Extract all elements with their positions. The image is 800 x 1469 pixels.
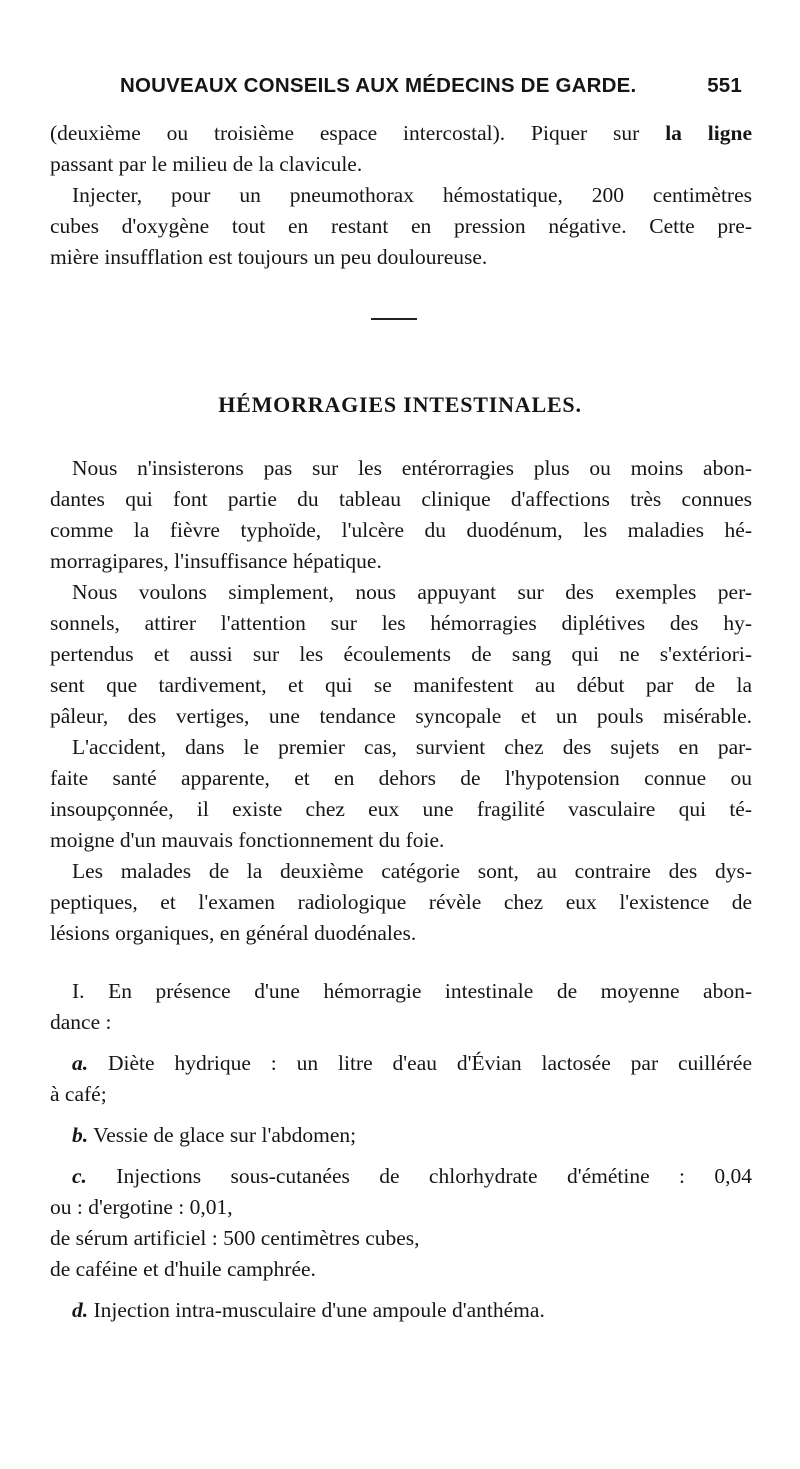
- intro-line: cubes d'oxygène tout en restant en pression négative. Cette pre-: [50, 214, 752, 238]
- treatment-item-a: a. Diète hydrique : un litre d'eau d'Évian lactosée par cuillérée: [72, 1051, 752, 1075]
- body-line: pâleur, des vertiges, une tendance syncopale et un pouls misérable.: [50, 704, 752, 728]
- section-title: HÉMORRAGIES INTESTINALES.: [218, 392, 582, 417]
- running-title: NOUVEAUX CONSEILS AUX MÉDECINS DE GARDE.: [120, 74, 637, 97]
- page-header: [120, 74, 742, 106]
- body-line: lésions organiques, en général duodénales.: [50, 921, 417, 945]
- treatment-item-b: b. Vessie de glace sur l'abdomen;: [72, 1123, 357, 1147]
- body-line: comme la fièvre typhoïde, l'ulcère du duodénum, les maladies hé-: [50, 518, 752, 542]
- intro-line: (deuxième ou troisième espace intercostal). Piquer sur la ligne: [50, 121, 752, 145]
- body-line: L'accident, dans le premier cas, survient chez des sujets en par-: [72, 735, 752, 759]
- item-marker: b.: [72, 1123, 89, 1147]
- body-line: faite santé apparente, et en dehors de l'hypotension connue ou: [50, 766, 752, 790]
- intro-line: mière insufflation est toujours un peu douloureuse.: [50, 245, 488, 269]
- body-line: insoupçonnée, il existe chez eux une fragilité vasculaire qui té-: [50, 797, 752, 821]
- treatment-item-c: c. Injections sous-cutanées de chlorhydrate d'émétine : 0,04: [72, 1164, 752, 1188]
- treatment-intro-line: I. En présence d'une hémorragie intestinale de moyenne abon-: [72, 979, 752, 1003]
- body-line: moigne d'un mauvais fonctionnement du foie.: [50, 828, 445, 852]
- intro-line: Injecter, pour un pneumothorax hémostatique, 200 centimètres: [72, 183, 752, 207]
- body-line: dantes qui font partie du tableau clinique d'affections très connues: [50, 487, 752, 511]
- body-line: sonnels, attirer l'attention sur les hémorragies diplétives des hy-: [50, 611, 752, 635]
- item-marker: d.: [72, 1298, 89, 1322]
- intro-line: passant par le milieu de la clavicule.: [50, 152, 363, 176]
- treatment-item-c-continuation: ou : d'ergotine : 0,01,: [50, 1195, 233, 1219]
- item-marker: c.: [72, 1164, 87, 1188]
- treatment-intro-line: dance :: [50, 1010, 112, 1034]
- treatment-item-c-continuation: de caféine et d'huile camphrée.: [50, 1257, 316, 1281]
- body-line: Nous n'insisterons pas sur les entérorragies plus ou moins abon-: [72, 456, 752, 480]
- section-divider: [371, 318, 417, 320]
- treatment-item-d: d. Injection intra-musculaire d'une ampoule d'anthéma.: [72, 1298, 545, 1322]
- body-line: sent que tardivement, et qui se manifestent au début par de la: [50, 673, 752, 697]
- body-line: Les malades de la deuxième catégorie sont, au contraire des dys-: [72, 859, 752, 883]
- item-marker: a.: [72, 1051, 89, 1075]
- emphasis-text: la ligne: [665, 121, 752, 145]
- page-number: 551: [707, 74, 742, 97]
- body-line: morragipares, l'insuffisance hépatique.: [50, 549, 382, 573]
- body-line: peptiques, et l'examen radiologique révèle chez eux l'existence de: [50, 890, 752, 914]
- body-line: pertendus et aussi sur les écoulements de sang qui ne s'extériori-: [50, 642, 752, 666]
- treatment-item-c-continuation: de sérum artificiel : 500 centimètres cubes,: [50, 1226, 420, 1250]
- body-line: Nous voulons simplement, nous appuyant sur des exemples per-: [72, 580, 752, 604]
- treatment-item-a-continuation: à café;: [50, 1082, 107, 1106]
